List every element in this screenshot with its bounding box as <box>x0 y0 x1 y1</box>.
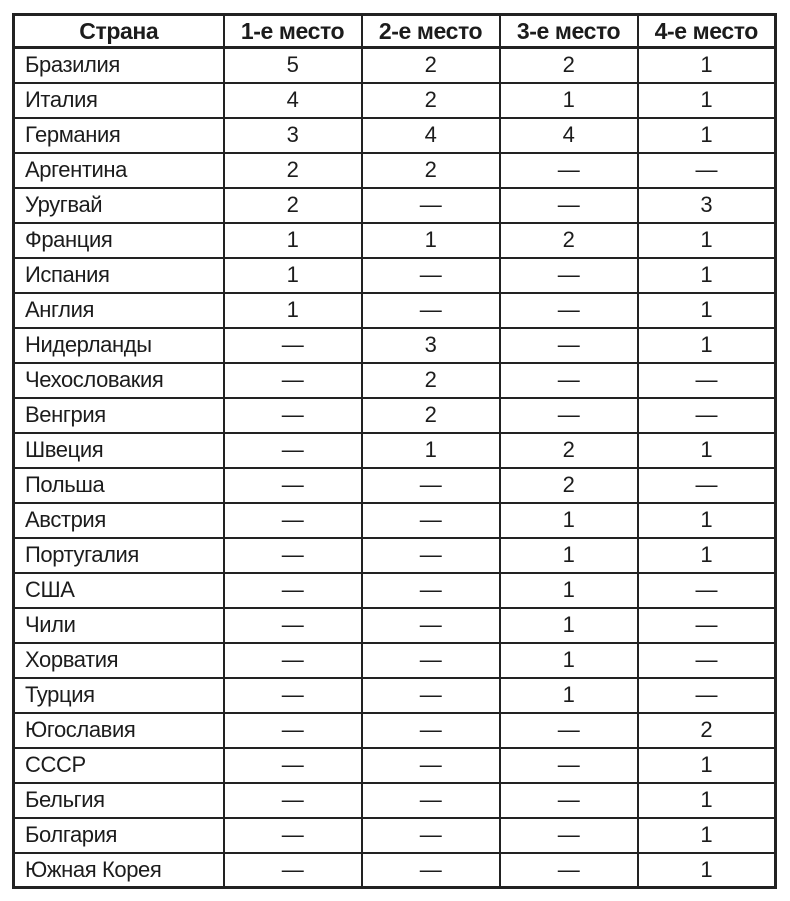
value-cell: 2 <box>224 153 362 188</box>
value-cell: 1 <box>500 538 638 573</box>
value-cell: 2 <box>638 713 776 748</box>
column-header-country: Страна <box>14 15 224 48</box>
table-row <box>14 818 776 853</box>
value-cell: — <box>638 678 776 713</box>
value-cell: — <box>638 643 776 678</box>
value-cell: 2 <box>500 223 638 258</box>
value-cell: 3 <box>638 188 776 223</box>
value-cell: — <box>500 258 638 293</box>
value-cell: — <box>224 608 362 643</box>
country-cell: Турция <box>14 678 224 713</box>
value-cell: — <box>224 363 362 398</box>
value-cell: — <box>224 853 362 888</box>
value-cell: — <box>224 503 362 538</box>
value-cell: — <box>224 538 362 573</box>
country-cell: Уругвай <box>14 188 224 223</box>
value-cell: — <box>500 818 638 853</box>
value-cell: — <box>224 748 362 783</box>
header-row <box>14 15 776 48</box>
value-cell: — <box>362 783 500 818</box>
value-cell: — <box>362 293 500 328</box>
value-cell: — <box>362 608 500 643</box>
value-cell: 1 <box>638 853 776 888</box>
country-cell: Испания <box>14 258 224 293</box>
value-cell: — <box>500 748 638 783</box>
value-cell: 1 <box>224 258 362 293</box>
table-row <box>14 328 776 363</box>
value-cell: 1 <box>362 433 500 468</box>
value-cell: 1 <box>638 293 776 328</box>
table-row <box>14 573 776 608</box>
value-cell: — <box>362 503 500 538</box>
table-row <box>14 538 776 573</box>
country-cell: Австрия <box>14 503 224 538</box>
country-cell: Швеция <box>14 433 224 468</box>
value-cell: — <box>500 853 638 888</box>
value-cell: 1 <box>362 223 500 258</box>
value-cell: — <box>500 363 638 398</box>
country-cell: Хорватия <box>14 643 224 678</box>
table-row <box>14 223 776 258</box>
table-row <box>14 363 776 398</box>
value-cell: — <box>638 608 776 643</box>
value-cell: — <box>362 748 500 783</box>
table-row <box>14 118 776 153</box>
value-cell: 2 <box>362 48 500 83</box>
value-cell: 1 <box>224 223 362 258</box>
column-header-place-1: 1-е место <box>224 15 362 48</box>
value-cell: 4 <box>224 83 362 118</box>
value-cell: 4 <box>362 118 500 153</box>
table-row <box>14 748 776 783</box>
table-row <box>14 713 776 748</box>
value-cell: 2 <box>224 188 362 223</box>
value-cell: 1 <box>638 433 776 468</box>
value-cell: — <box>224 643 362 678</box>
value-cell: — <box>362 678 500 713</box>
value-cell: 1 <box>638 538 776 573</box>
value-cell: — <box>500 328 638 363</box>
column-header-place-2: 2-е место <box>362 15 500 48</box>
value-cell: 1 <box>638 748 776 783</box>
country-cell: Италия <box>14 83 224 118</box>
country-cell: Нидерланды <box>14 328 224 363</box>
country-cell: Бразилия <box>14 48 224 83</box>
country-cell: Венгрия <box>14 398 224 433</box>
value-cell: — <box>224 783 362 818</box>
value-cell: — <box>500 783 638 818</box>
value-cell: — <box>500 398 638 433</box>
table-row <box>14 468 776 503</box>
table-row <box>14 433 776 468</box>
column-header-place-4: 4-е место <box>638 15 776 48</box>
country-cell: Германия <box>14 118 224 153</box>
value-cell: 1 <box>638 48 776 83</box>
table-row <box>14 83 776 118</box>
table-row <box>14 153 776 188</box>
value-cell: 2 <box>500 468 638 503</box>
value-cell: 3 <box>224 118 362 153</box>
table-row <box>14 853 776 888</box>
country-cell: Португалия <box>14 538 224 573</box>
value-cell: 4 <box>500 118 638 153</box>
table-row <box>14 608 776 643</box>
value-cell: — <box>362 468 500 503</box>
value-cell: 1 <box>500 573 638 608</box>
value-cell: 1 <box>638 818 776 853</box>
value-cell: — <box>362 258 500 293</box>
country-cell: Югославия <box>14 713 224 748</box>
value-cell: — <box>224 678 362 713</box>
value-cell: — <box>362 818 500 853</box>
value-cell: 1 <box>638 118 776 153</box>
value-cell: 1 <box>638 258 776 293</box>
country-cell: Болгария <box>14 818 224 853</box>
table-body <box>14 48 776 888</box>
country-cell: США <box>14 573 224 608</box>
value-cell: 3 <box>362 328 500 363</box>
value-cell: — <box>638 363 776 398</box>
table-row <box>14 678 776 713</box>
value-cell: — <box>224 328 362 363</box>
country-cell: Чехословакия <box>14 363 224 398</box>
table-row <box>14 258 776 293</box>
value-cell: 1 <box>638 503 776 538</box>
value-cell: — <box>224 818 362 853</box>
table-row <box>14 48 776 83</box>
table-row <box>14 188 776 223</box>
value-cell: 1 <box>224 293 362 328</box>
value-cell: — <box>362 188 500 223</box>
value-cell: 1 <box>638 223 776 258</box>
value-cell: 2 <box>362 398 500 433</box>
value-cell: — <box>224 398 362 433</box>
value-cell: 2 <box>362 153 500 188</box>
value-cell: 1 <box>500 678 638 713</box>
table-row <box>14 783 776 818</box>
country-cell: Южная Корея <box>14 853 224 888</box>
country-cell: Франция <box>14 223 224 258</box>
country-cell: Чили <box>14 608 224 643</box>
value-cell: 1 <box>638 328 776 363</box>
country-cell: СССР <box>14 748 224 783</box>
value-cell: — <box>224 713 362 748</box>
value-cell: — <box>224 573 362 608</box>
value-cell: — <box>362 643 500 678</box>
value-cell: 1 <box>638 783 776 818</box>
value-cell: 1 <box>500 83 638 118</box>
value-cell: — <box>638 153 776 188</box>
country-cell: Аргентина <box>14 153 224 188</box>
column-header-place-3: 3-е место <box>500 15 638 48</box>
value-cell: 5 <box>224 48 362 83</box>
value-cell: 1 <box>500 643 638 678</box>
value-cell: 2 <box>362 83 500 118</box>
value-cell: — <box>362 713 500 748</box>
country-cell: Англия <box>14 293 224 328</box>
value-cell: — <box>224 468 362 503</box>
value-cell: 1 <box>500 608 638 643</box>
table-row <box>14 503 776 538</box>
value-cell: 2 <box>500 433 638 468</box>
value-cell: — <box>224 433 362 468</box>
value-cell: — <box>638 398 776 433</box>
value-cell: — <box>638 573 776 608</box>
value-cell: 1 <box>638 83 776 118</box>
value-cell: 2 <box>362 363 500 398</box>
value-cell: 2 <box>500 48 638 83</box>
value-cell: — <box>362 573 500 608</box>
table-row <box>14 293 776 328</box>
value-cell: — <box>362 538 500 573</box>
value-cell: — <box>638 468 776 503</box>
table-row <box>14 398 776 433</box>
value-cell: — <box>500 153 638 188</box>
value-cell: 1 <box>500 503 638 538</box>
value-cell: — <box>500 713 638 748</box>
country-cell: Польша <box>14 468 224 503</box>
table-row <box>14 643 776 678</box>
placements-table <box>12 13 777 889</box>
country-cell: Бельгия <box>14 783 224 818</box>
value-cell: — <box>500 188 638 223</box>
value-cell: — <box>362 853 500 888</box>
value-cell: — <box>500 293 638 328</box>
